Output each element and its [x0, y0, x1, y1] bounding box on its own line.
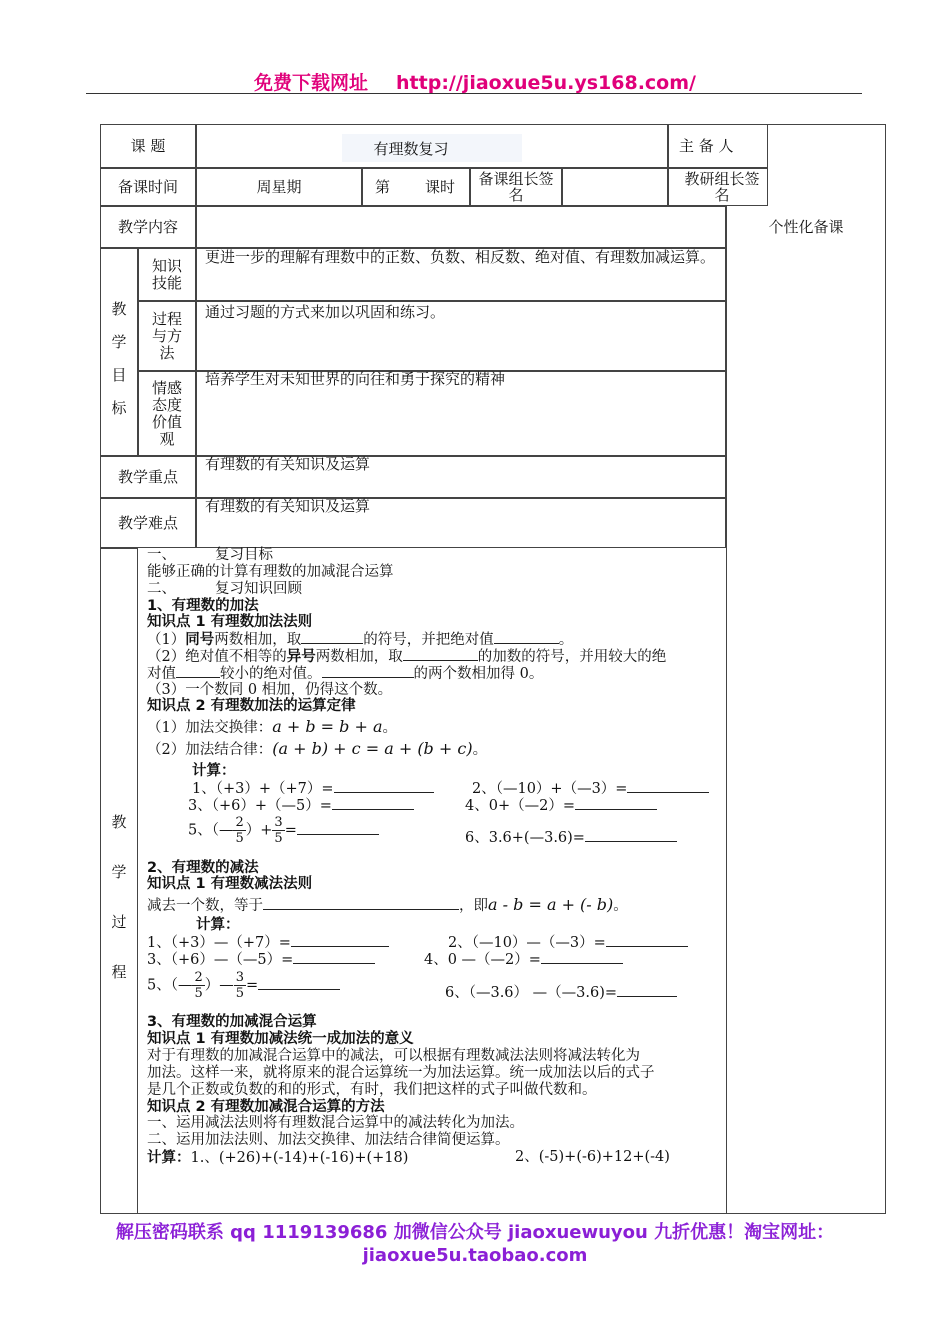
sub-q5	[147, 970, 340, 1001]
blank[interactable]	[176, 665, 220, 678]
answer-blank[interactable]	[293, 951, 375, 964]
blank[interactable]	[301, 631, 363, 644]
content-label: 教学内容	[117, 218, 178, 236]
sub-q5-op: ）—	[204, 977, 234, 994]
header-divider	[86, 93, 862, 94]
mixed-para-1: 对于有理数的加减混合运算中的减法，可以根据有理数减法法则将减法转化为	[147, 1048, 640, 1064]
rule-2	[147, 648, 666, 666]
rule-2-tail: 的加数的符号，并用较大的绝	[477, 649, 667, 665]
sub-rule-mid: ，即	[459, 898, 488, 914]
add-q6	[465, 829, 677, 847]
sub-q2	[448, 934, 688, 952]
final-calc-label: 计算：	[147, 1149, 191, 1166]
process-char-1: 教	[111, 813, 127, 831]
process-label	[100, 797, 138, 997]
rule-1-prefix: （1）	[147, 632, 186, 648]
sub-q6	[445, 984, 677, 1002]
associative-label: （2）加法结合律：	[147, 742, 273, 758]
preparer-label: 主 备 人	[679, 137, 734, 155]
objectives-char-3: 目	[111, 366, 127, 384]
header-banner	[0, 68, 950, 95]
objective-3-text: 培养学生对未知世界的向往和勇于探究的精神	[205, 370, 506, 388]
method-2: 二、运用加法法则、加法交换律、加法结合律简便运算。	[147, 1132, 510, 1148]
rule-2-line2-c: 的两个数相加得 0。	[413, 666, 544, 682]
fraction-num: 2	[235, 815, 244, 830]
objective-2-text: 通过习题的方式来加以巩固和练习。	[205, 303, 446, 321]
row3-cell-content	[196, 206, 726, 248]
kp-mixed-meaning: 知识点 1 有理数加减法统一成加法的意义	[147, 1031, 414, 1047]
answer-blank[interactable]	[332, 797, 414, 810]
add-q5-op: ）+	[245, 822, 273, 839]
process-char-4: 程	[111, 963, 127, 981]
fraction-den: 5	[235, 831, 244, 846]
add-q5-prefix: 5、（—	[188, 822, 234, 839]
rule-2-line2	[147, 665, 543, 683]
fraction-num: 3	[274, 815, 283, 830]
key-points-text: 有理数的有关知识及运算	[205, 455, 371, 473]
group-leader-label: 备课组长签名	[478, 170, 554, 204]
research-leader-label: 教研组长签名	[684, 170, 760, 204]
section-1-num: 一、	[147, 547, 176, 563]
answer-blank[interactable]	[617, 984, 677, 997]
add-q6-text: 6、3.6+(—3.6)=	[465, 830, 585, 846]
add-q4	[465, 797, 657, 815]
personal-column	[726, 206, 727, 1214]
fraction-num: 2	[194, 970, 203, 985]
week-label: 周星期	[256, 178, 302, 196]
calc-label-1: 计算：	[192, 763, 236, 779]
add-q5	[188, 815, 379, 846]
header-text: 免费下载网址	[254, 72, 369, 94]
method-1: 一、运用减法法则将有理数混合运算中的减法转化为加法。	[147, 1115, 524, 1131]
heading-subtraction: 2、有理数的减法	[147, 860, 259, 876]
objective-3-label: 情感态度价值观	[151, 379, 182, 448]
rule-2-mid: 两数相加，取	[315, 649, 403, 665]
commutative-label: （1）加法交换律：	[147, 720, 273, 736]
add-q2-text: 2、（—10）+（—3）=	[472, 781, 628, 797]
add-q3-text: 3、（+6）+（—5）=	[188, 798, 332, 814]
sub-q4	[424, 951, 623, 969]
sub-q5-eq: =	[246, 977, 259, 994]
row2-cell-group-sign	[562, 168, 668, 206]
difficult-points-text: 有理数的有关知识及运算	[205, 497, 371, 515]
final-q1	[147, 1149, 408, 1167]
sub-q4-text: 4、0 —（—2）=	[424, 952, 541, 968]
rule-1	[147, 631, 573, 649]
fraction	[192, 970, 204, 1001]
kp-addition-laws: 知识点 2 有理数加法的运算定律	[147, 698, 356, 714]
add-q5-eq: =	[284, 822, 297, 839]
subtraction-rule: 减去一个数，等于 ，即a - b = a + (- b)。	[147, 895, 628, 914]
blank[interactable]	[322, 665, 414, 678]
commutative-formula: a + b = b + a	[272, 717, 383, 736]
fraction-den: 5	[194, 986, 203, 1001]
fraction	[233, 815, 245, 846]
objectives-char-4: 标	[111, 399, 127, 417]
footer-line-1: 解压密码联系 qq 1119139686 加微信公众号 jiaoxuewuyou 九折优惠！淘宝网址：	[115, 1222, 835, 1243]
add-q4-text: 4、0+（—2）=	[465, 798, 575, 814]
associative-law: （2）加法结合律：(a + b) + c = a + (b + c)。	[147, 739, 488, 758]
blank[interactable]	[494, 631, 559, 644]
final-q1-text: 1.、(+26)+(-14)+(-16)+(+18)	[190, 1150, 409, 1166]
process-char-3: 过	[111, 913, 127, 931]
fraction-den: 5	[274, 831, 283, 846]
period-label: 课时	[425, 178, 456, 196]
sub-rule-prefix: 减去一个数，等于	[147, 898, 263, 914]
heading-mixed: 3、有理数的加减混合运算	[147, 1014, 317, 1030]
kp-mixed-method: 知识点 2 有理数加减混合运算的方法	[147, 1099, 385, 1115]
rule-2-prefix: （2）绝对值不相等的	[147, 649, 287, 665]
review-goal: 能够正确的计算有理数的加减混合运算	[147, 564, 394, 580]
fraction	[272, 815, 284, 846]
add-q1	[192, 780, 434, 798]
section-2-title: 复习知识回顾	[215, 581, 302, 597]
section-2-num: 二、	[147, 581, 176, 597]
add-q2	[472, 780, 709, 798]
answer-blank[interactable]	[297, 822, 379, 835]
objective-1-text: 更进一步的理解有理数中的正数、负数、相反数、绝对值、有理数加减运算。	[205, 248, 716, 266]
objectives-char-2: 学	[111, 333, 127, 351]
difficult-points-label: 教学难点	[117, 514, 178, 532]
sub-rule-formula: a - b = a + (- b)	[488, 895, 614, 914]
sub-q3-text: 3、（+6）—（—5）=	[147, 952, 294, 968]
rule-1-bold: 同号	[185, 631, 215, 648]
calc-label-2: 计算：	[196, 917, 240, 933]
kp-addition-rule: 知识点 1 有理数加法法则	[147, 614, 313, 630]
blank[interactable]	[403, 648, 478, 661]
sub-q5-prefix: 5、（—	[147, 977, 193, 994]
answer-blank[interactable]	[575, 797, 657, 810]
fraction-num: 3	[235, 970, 245, 985]
answer-blank[interactable]	[606, 934, 688, 947]
kp-subtraction-rule: 知识点 1 有理数减法法则	[147, 876, 313, 892]
fraction	[234, 970, 246, 1001]
lesson-title: 有理数复习	[373, 140, 449, 158]
fraction-den: 5	[235, 986, 245, 1001]
rule-1-tail: 的符号，并把绝对值	[363, 632, 494, 648]
sub-q3	[147, 951, 375, 969]
heading-addition: 1、有理数的加法	[147, 598, 259, 614]
rule-1-end: 。	[558, 632, 574, 648]
di-label: 第	[375, 178, 391, 196]
rule-2-line2-a: 对值	[147, 666, 176, 682]
header-url[interactable]: http://jiaoxue5u.ys168.com/	[396, 72, 696, 94]
key-points-label: 教学重点	[117, 468, 178, 486]
objective-2-label: 过程与方法	[151, 310, 182, 362]
sub-q2-text: 2、（—10）—（—3）=	[448, 935, 606, 951]
footer-banner	[0, 1221, 950, 1267]
answer-blank[interactable]	[258, 977, 340, 990]
answer-blank[interactable]	[585, 829, 677, 842]
answer-blank[interactable]	[541, 951, 623, 964]
objectives-label	[100, 293, 138, 425]
answer-blank[interactable]	[627, 780, 709, 793]
time-label: 备课时间	[117, 178, 178, 196]
rule-2-line2-b: 较小的绝对值。	[220, 666, 322, 682]
associative-formula: (a + b) + c = a + (b + c)	[272, 739, 473, 758]
sub-q1	[147, 934, 389, 952]
section-1-title: 复习目标	[215, 547, 273, 563]
topic-label: 课 题	[130, 137, 166, 155]
rule-1-mid: 两数相加，取	[214, 632, 302, 648]
footer-line-2[interactable]: jiaoxue5u.taobao.com	[362, 1245, 588, 1266]
blank[interactable]	[263, 897, 459, 910]
commutative-law: （1）加法交换律：a + b = b + a。	[147, 717, 398, 736]
rule-3: （3）一个数同 0 相加，仍得这个数。	[147, 682, 393, 698]
sub-q6-text: 6、（—3.6） —（—3.6)=	[445, 985, 618, 1001]
sub-q1-text: 1、（+3）—（+7）=	[147, 935, 291, 951]
add-q1-text: 1、（+3）+（+7）=	[192, 781, 334, 797]
mixed-para-2: 加法。这样一来，就将原来的混合运算统一为加法运算。统一成加法以后的式子	[147, 1065, 655, 1081]
personal-label: 个性化备课	[768, 218, 844, 236]
mixed-para-3: 是几个正数或负数的和的形式，有时，我们把这样的式子叫做代数和。	[147, 1082, 597, 1098]
add-q3	[188, 797, 414, 815]
objective-1-label: 知识技能	[151, 257, 182, 292]
final-q2: 2、(-5)+(-6)+12+(-4)	[515, 1149, 670, 1165]
answer-blank[interactable]	[291, 934, 389, 947]
process-char-2: 学	[111, 863, 127, 881]
rule-2-bold: 异号	[286, 648, 316, 665]
answer-blank[interactable]	[334, 780, 434, 793]
objectives-char-1: 教	[111, 300, 127, 318]
